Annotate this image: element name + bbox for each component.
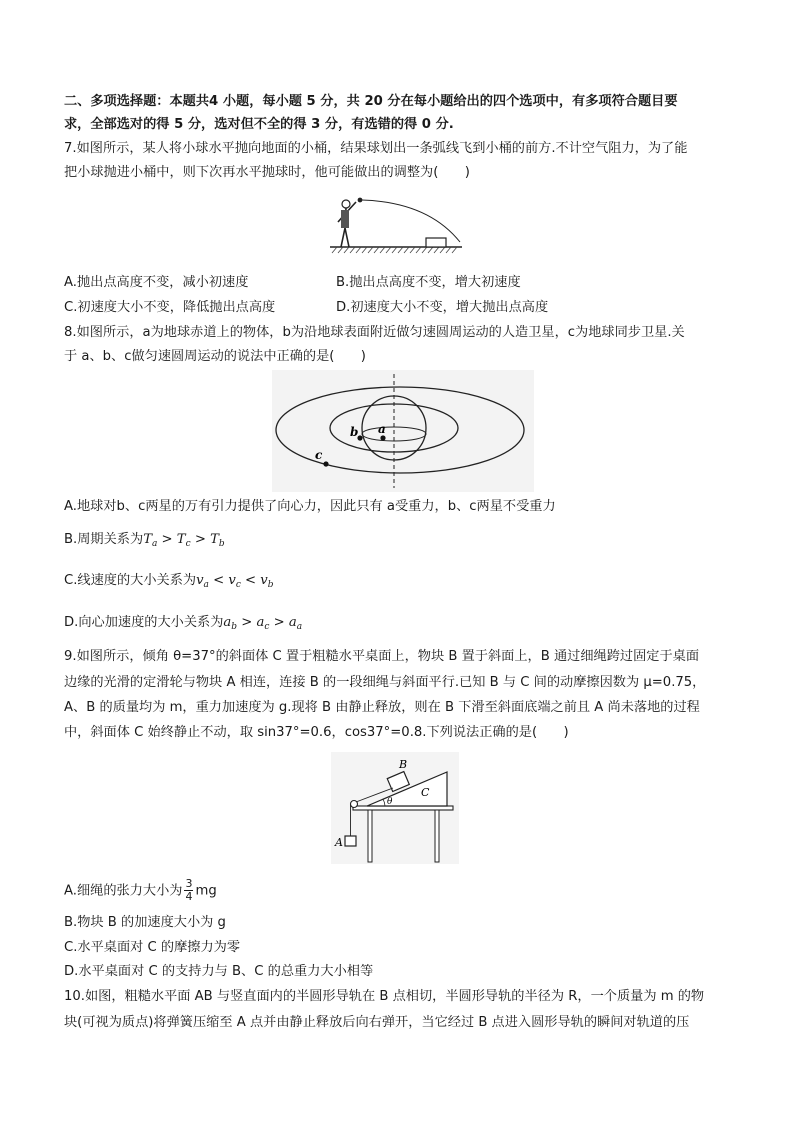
q8-label-c: c: [315, 448, 323, 462]
q9-label-theta: θ: [387, 797, 393, 807]
q9-label-a: A: [335, 836, 343, 849]
q8-figure-orbits: [272, 370, 534, 492]
q10-stem-line1: 10.如图，粗糙水平面 AB 与竖直面内的半圆形导轨在 B 点相切，半圆形导轨的半径为 R，一个质量为 m 的物: [64, 989, 705, 1004]
q7-option-c: C.初速度大小不变，降低抛出点高度: [64, 300, 276, 315]
q8-label-b: b: [350, 425, 359, 439]
q9-stem-line4: 中，斜面体 C 始终静止不动，取 sin37°=0.6，cos37°=0.8.下列说法正确的是( ): [64, 725, 569, 740]
q7-stem-line1: 7.如图所示，某人将小球水平抛向地面的小桶，结果球划出一条弧线飞到小桶的前方.不计空气阻力，为了能: [64, 141, 688, 156]
q9-option-a: A.细绳的张力大小为 $\frac{3}{4}$ mg: [64, 877, 217, 903]
q8-stem-line2: 于 a、b、c做匀速圆周运动的说法中正确的是( ): [64, 349, 366, 364]
q8-option-b: B.周期关系为$T_a > T_c > T_b$: [64, 532, 225, 549]
q8-option-c: C.线速度的大小关系为$v_a < v_c < v_b$: [64, 573, 274, 590]
q9-label-b: B: [399, 758, 408, 771]
q9-option-c: C.水平桌面对 C 的摩擦力为零: [64, 940, 241, 955]
q9-label-c: C: [421, 786, 430, 799]
q9-stem-line3: A、B 的质量均为 m，重力加速度为 g.现将 B 由静止释放，则在 B 下滑至斜面底端之前且 A 尚未落地的过程: [64, 700, 700, 715]
q9-option-d: D.水平桌面对 C 的支持力与 B、C 的总重力大小相等: [64, 964, 374, 979]
q7-option-d: D.初速度大小不变，增大抛出点高度: [336, 300, 549, 315]
q7-option-b: B.抛出点高度不变，增大初速度: [336, 275, 521, 290]
q8-option-a: A.地球对b、c两星的万有引力提供了向心力，因此只有 a受重力，b、c两星不受重力: [64, 499, 556, 514]
q9-figure-incline: [331, 752, 459, 864]
q7-stem-line2: 把小球抛进小桶中，则下次再水平抛球时，他可能做出的调整为( ): [64, 165, 470, 180]
section-heading-line2: 求，全部选对的得 5 分，选对但不全的得 3 分，有选错的得 0 分.: [64, 117, 454, 132]
q7-option-a: A.抛出点高度不变，减小初速度: [64, 275, 249, 290]
q7-figure-thrower: [328, 192, 466, 254]
q8-option-d: D.向心加速度的大小关系为$a_b > a_c > a_a$: [64, 615, 303, 632]
q9-fraction: $\frac{3}{4}$: [185, 877, 193, 903]
q9-stem-line1: 9.如图所示，倾角 θ=37°的斜面体 C 置于粗糙水平桌面上，物块 B 置于斜面上，B 通过细绳跨过固定于桌面: [64, 649, 700, 664]
q8-stem-line1: 8.如图所示，a为地球赤道上的物体，b为沿地球表面附近做匀速圆周运动的人造卫星，c为地球同步卫星.关: [64, 325, 685, 340]
q9-option-b: B.物块 B 的加速度大小为 g: [64, 915, 226, 930]
q10-stem-line2: 块(可视为质点)将弹簧压缩至 A 点并由静止释放后向右弹开，当它经过 B 点进入圆形导轨的瞬间对轨道的压: [64, 1015, 690, 1030]
q8-label-a: a: [378, 422, 386, 436]
q9-stem-line2: 边缘的光滑的定滑轮与物块 A 相连，连接 B 的一段细绳与斜面平行.已知 B 与 C 间的动摩擦因数为 μ=0.75，: [64, 675, 706, 690]
section-heading-line1: 二、多项选择题：本题共4 小题，每小题 5 分，共 20 分在每小题给出的四个选项中，有多项符合题目要: [64, 94, 678, 109]
